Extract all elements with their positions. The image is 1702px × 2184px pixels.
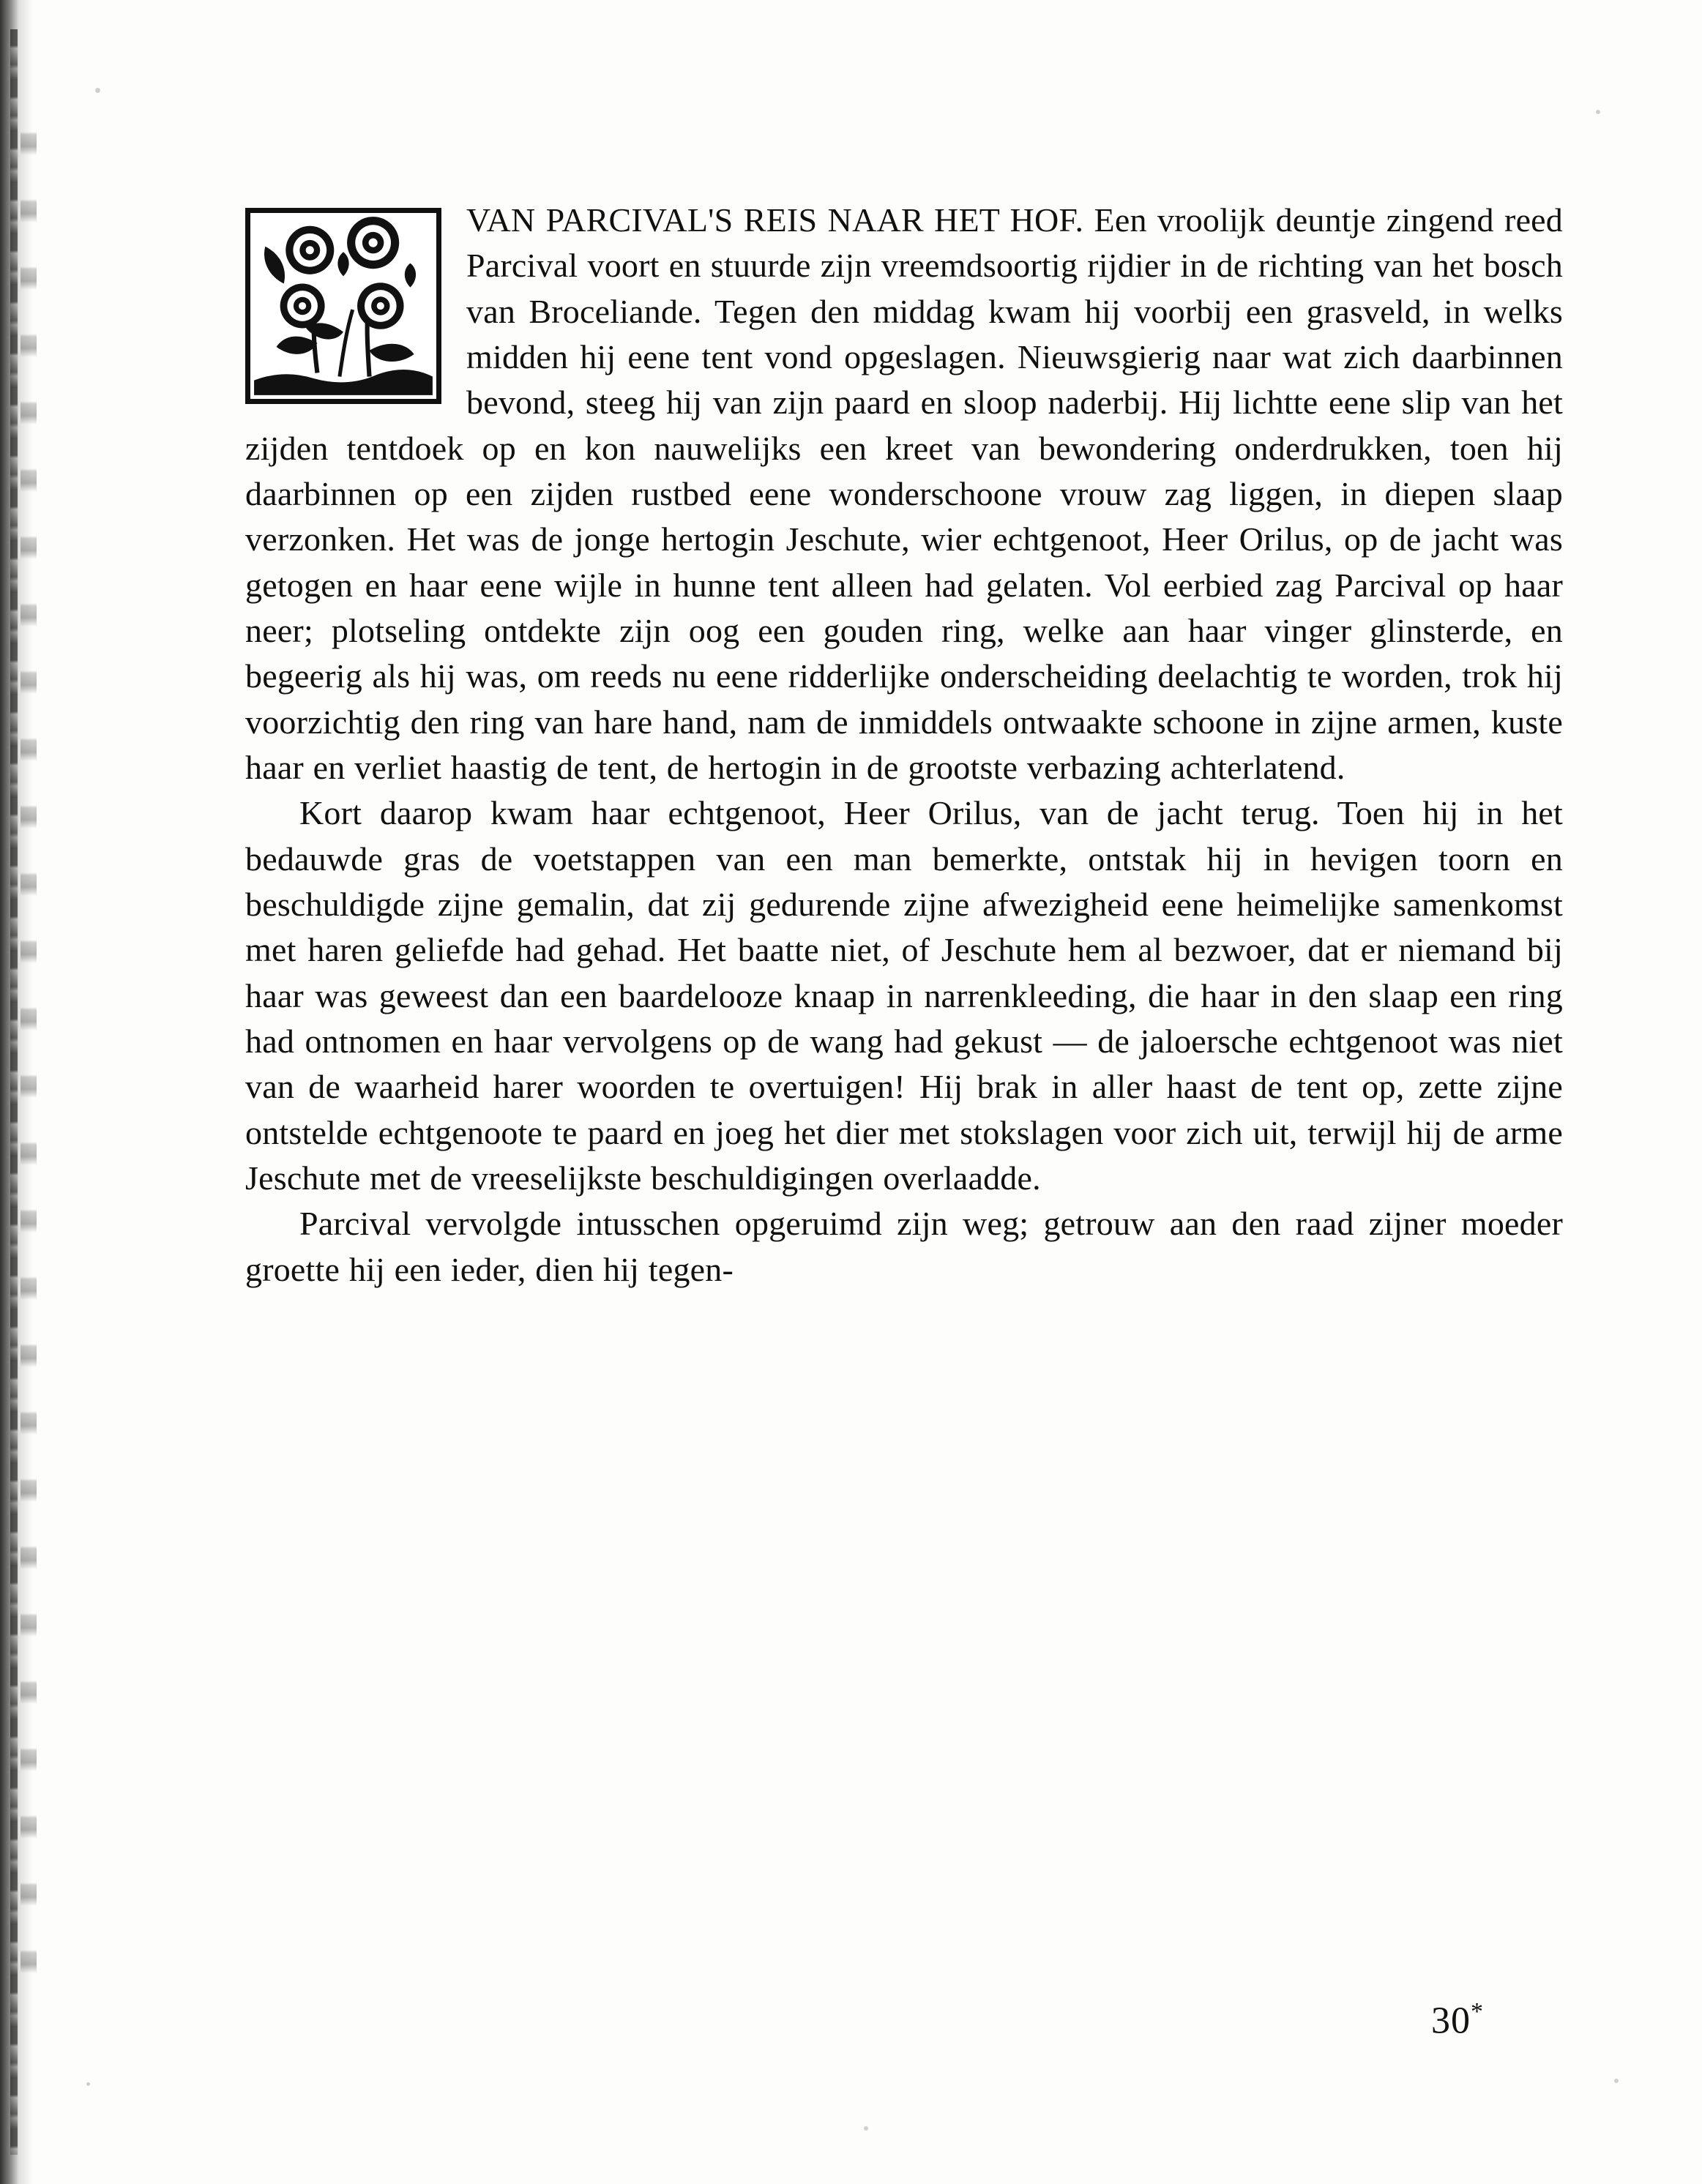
page-number-mark: * xyxy=(1471,1998,1484,2025)
body-text-column xyxy=(245,198,1563,1293)
scan-speck xyxy=(86,2082,90,2086)
paragraph: Kort daarop kwam haar echtgenoot, Heer Orilus, van de jacht terug. Toen hij in het bedauwde gras de voetstappen van een man bemerkte, ontstak hij in hevigen toorn en beschuldigde zijne gemalin, dat zij gedurende zijne afwezigheid eene heimelijke samenkomst met haren geliefde had gehad. Het baatte niet, of Jeschute hem al bezwoer, dat er niemand bij haar was geweest dan een baardelooze knaap in narrenkleeding, die haar in den slaap een ring had ontnomen en haar vervolgens op de wang had gekust — de jaloersche echtgenoot was niet van de waarheid harer woorden te overtuigen! Hij brak in aller haast de tent op, zette zijne ontstelde echtgenoote te paard en joeg het dier met stokslagen voor zich uit, terwijl hij de arme Jeschute met de vreeselijkste beschuldigingen overlaadde. xyxy=(245,794,1563,1197)
page-number xyxy=(1431,1998,1484,2042)
scan-speck xyxy=(1614,2079,1619,2083)
rose-woodcut-initial xyxy=(245,208,441,404)
scan-speck xyxy=(864,2126,868,2131)
scan-speck xyxy=(1596,110,1600,114)
scan-speck xyxy=(95,88,100,93)
scan-edge-artifact-secondary xyxy=(20,88,37,1991)
rose-woodcut-icon xyxy=(250,213,436,399)
paragraph: Parcival vervolgde intusschen opgeruimd zijn weg; getrouw aan den raad zijner moeder groette hij een ieder, dien hij tegen- xyxy=(245,1205,1563,1288)
page-number-value: 30 xyxy=(1431,2000,1471,2042)
paragraph: VAN PARCIVAL'S REIS NAAR HET HOF. Een vroolijk deuntje zingend reed Parcival voort en stuurde zijn vreemdsoortig rijdier in de richting van het bosch van Broceliande. Tegen den middag kwam hij voorbij een grasveld, in welks midden hij eene tent vond opgeslagen. Nieuwsgierig naar wat zich daarbinnen bevond, steeg hij van zijn paard en sloop naderbij. Hij lichtte eene slip van het zijden tentdoek op en kon nauwelijks een kreet van bewondering onderdrukken, toen hij daarbinnen op een zijden rustbed eene wonderschoone vrouw zag liggen, in diepen slaap verzonken. Het was de jonge hertogin Jeschute, wier echtgenoot, Heer Orilus, op de jacht was getogen en haar eene wijle in hunne tent alleen had gelaten. Vol eerbied zag Parcival op haar neer; plotseling ontdekte zijn oog een gouden ring, welke aan haar vinger glinsterde, en begeerig als hij was, om reeds nu eene ridderlijke onderscheiding deelachtig te worden, trok hij voorzichtig den ring van hare hand, nam de inmiddels ontwaakte schoone in zijne armen, kuste haar en verliet haastig de tent, de hertogin in de grootste verbazing achterlatend. xyxy=(245,201,1563,786)
